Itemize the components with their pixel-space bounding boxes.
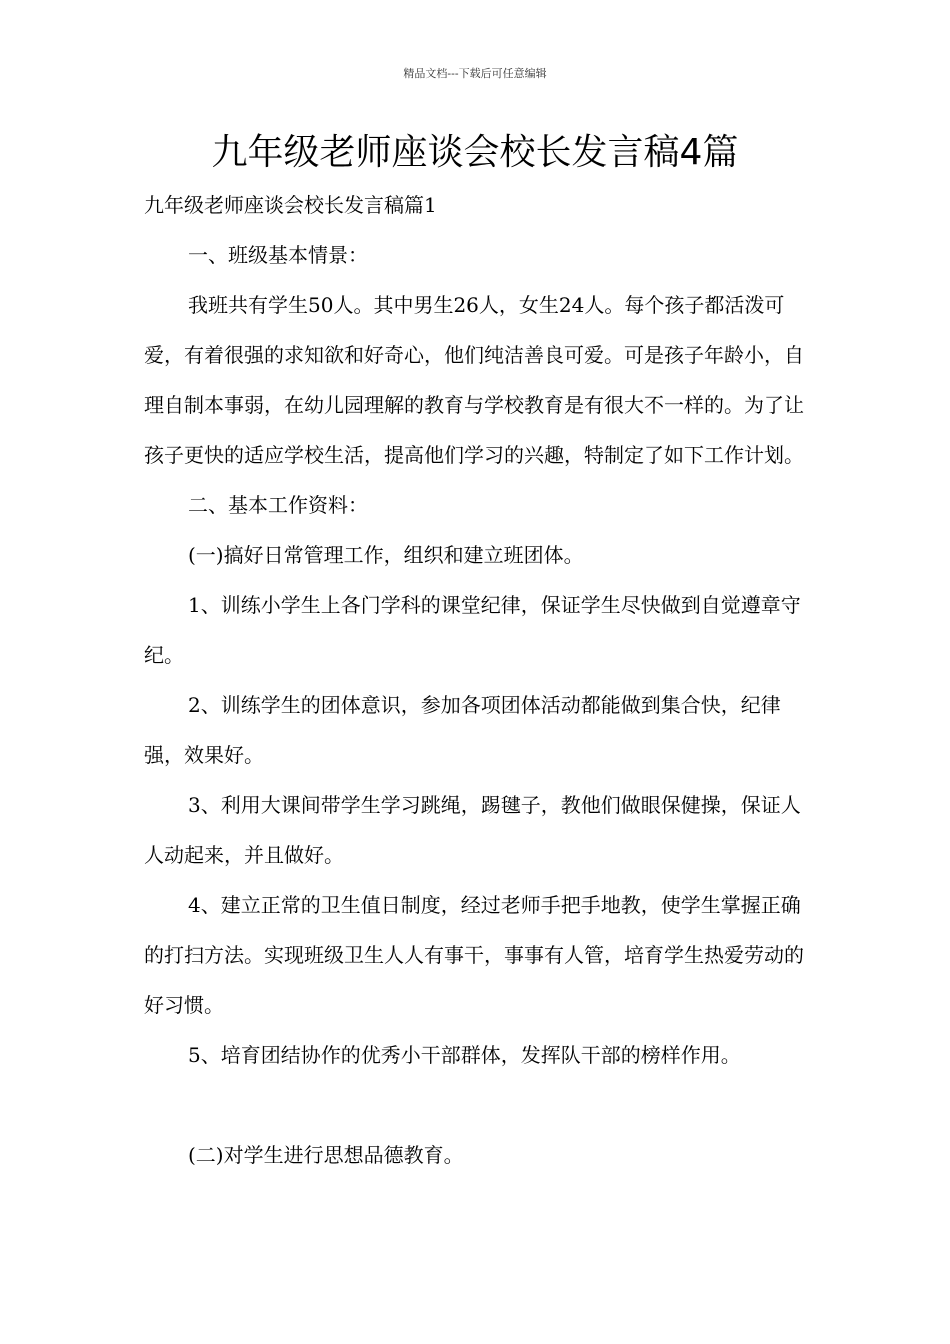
paragraph-4: (一)搞好日常管理工作，组织和建立班团体。: [188, 543, 584, 567]
paragraph-1: 一、班级基本情景：: [188, 243, 368, 267]
paragraph-3: 二、基本工作资料：: [188, 493, 368, 517]
paragraph-2: 我班共有学生50人。其中男生26人，女生24人。每个孩子都活泼可爱，有着很强的求知欲和好奇心，他们纯洁善良可爱。可是孩子年龄小，自理自制本事弱，在幼儿园理解的教育与学校教育是有很大不一样的。为了让孩子更快的适应学校生活，提高他们学习的兴趣，特制定了如下工作计划。: [144, 293, 804, 467]
header-note: 精品文档---下载后可任意编辑: [403, 67, 547, 80]
paragraph-7: 3、利用大课间带学生学习跳绳，踢毽子，教他们做眼保健操，保证人人动起来，并且做好。: [144, 793, 801, 867]
paragraph-5: 1、训练小学生上各门学科的课堂纪律，保证学生尽快做到自觉遵章守纪。: [144, 593, 801, 667]
paragraph-10: (二)对学生进行思想品德教育。: [188, 1143, 464, 1167]
paragraph-spacer: [144, 1080, 806, 1130]
document-body: [144, 180, 806, 1180]
document-title: 九年级老师座谈会校长发言稿4篇: [211, 132, 739, 173]
paragraph-8: 4、建立正常的卫生值日制度，经过老师手把手地教，使学生掌握正确的打扫方法。实现班级卫生人人有事干，事事有人管，培育学生热爱劳动的好习惯。: [144, 893, 804, 1017]
paragraph-6: 2、训练学生的团体意识，参加各项团体活动都能做到集合快，纪律强，效果好。: [144, 693, 781, 767]
section-subtitle: 九年级老师座谈会校长发言稿篇1: [144, 193, 437, 217]
paragraph-9: 5、培育团结协作的优秀小干部群体，发挥队干部的榜样作用。: [188, 1043, 741, 1067]
